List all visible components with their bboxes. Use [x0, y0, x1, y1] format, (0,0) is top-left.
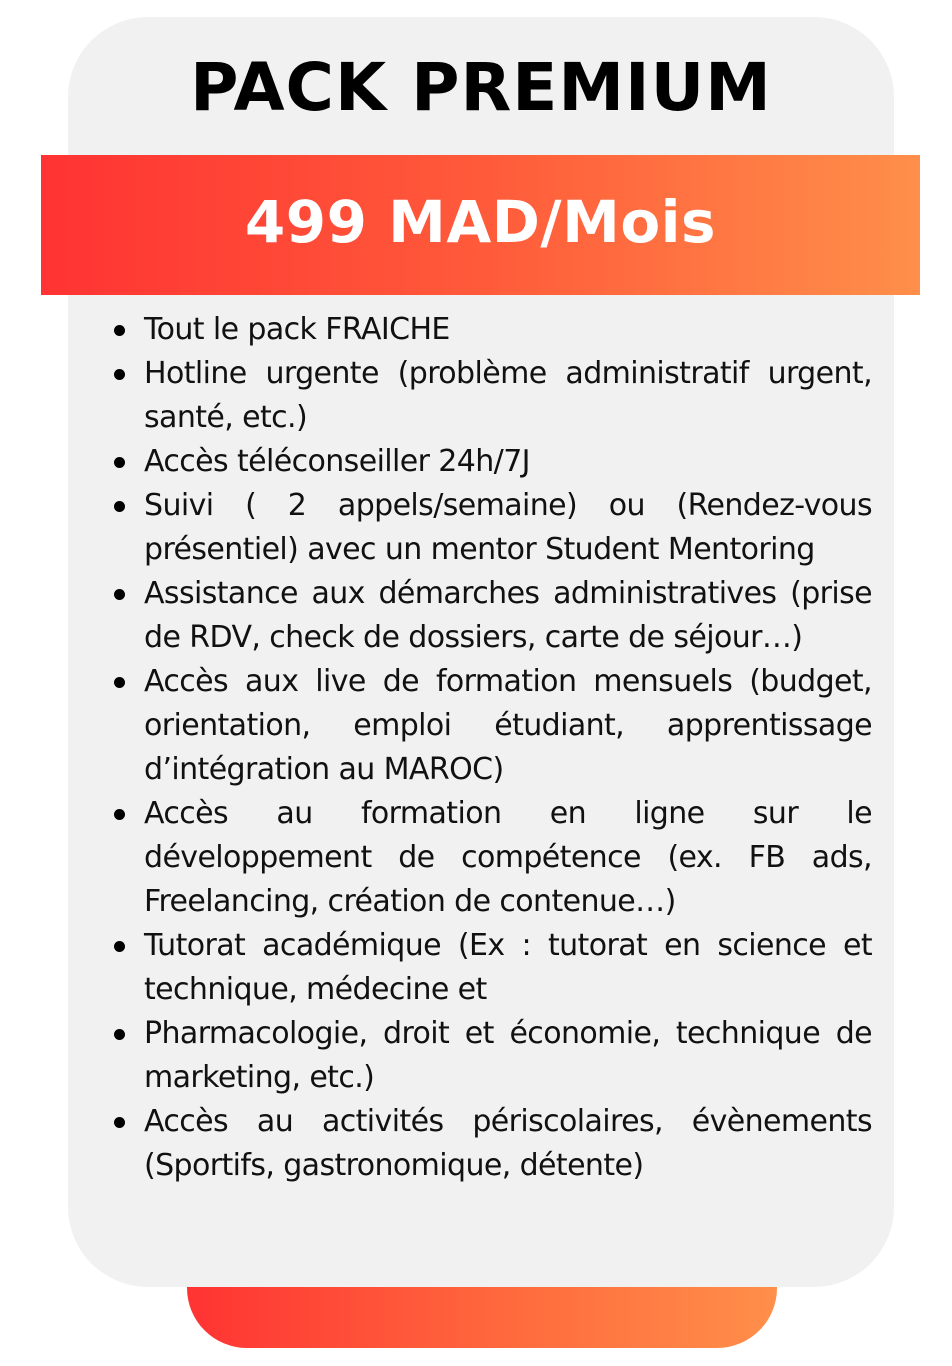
bullet-icon [114, 589, 125, 600]
bullet-icon [114, 677, 125, 688]
feature-item [112, 440, 872, 484]
feature-text: Suivi ( 2 appels/semaine) ou (Rendez-vous présentiel) avec un mentor Student Mentoring [144, 488, 872, 567]
bullet-icon [114, 369, 125, 380]
bullet-icon [114, 1029, 125, 1040]
feature-item [112, 1100, 872, 1188]
feature-item [112, 1012, 872, 1100]
feature-text: Tutorat académique (Ex : tutorat en science et technique, médecine et [144, 928, 872, 1007]
bullet-icon [114, 457, 125, 468]
feature-item [112, 352, 872, 440]
feature-item [112, 792, 872, 924]
feature-text: Assistance aux démarches administratives (prise de RDV, check de dossiers, carte de séjour…) [144, 576, 872, 655]
feature-text: Accès au formation en ligne sur le développement de compétence (ex. FB ads, Freelancing, création de contenue…) [144, 796, 872, 919]
feature-text: Accès téléconseiller 24h/7J [144, 444, 530, 479]
feature-item [112, 924, 872, 1012]
price-label: 499 MAD/Mois [244, 188, 717, 256]
feature-list [112, 308, 872, 1188]
bullet-icon [114, 941, 125, 952]
pack-title: PACK PREMIUM [190, 49, 772, 126]
bullet-icon [114, 1117, 125, 1128]
feature-item [112, 572, 872, 660]
price-banner [41, 155, 920, 295]
feature-text: Pharmacologie, droit et économie, technique de marketing, etc.) [144, 1016, 872, 1095]
feature-item [112, 484, 872, 572]
bullet-icon [114, 501, 125, 512]
bullet-icon [114, 325, 125, 336]
feature-text: Tout le pack FRAICHE [144, 312, 450, 347]
feature-item [112, 308, 872, 352]
feature-item [112, 660, 872, 792]
feature-text: Hotline urgente (problème administratif urgent, santé, etc.) [144, 356, 872, 435]
bullet-icon [114, 809, 125, 820]
feature-text: Accès au activités périscolaires, évènements (Sportifs, gastronomique, détente) [144, 1104, 872, 1183]
feature-text: Accès aux live de formation mensuels (budget, orientation, emploi étudiant, apprentissage d’intégration au MAROC) [144, 664, 872, 787]
